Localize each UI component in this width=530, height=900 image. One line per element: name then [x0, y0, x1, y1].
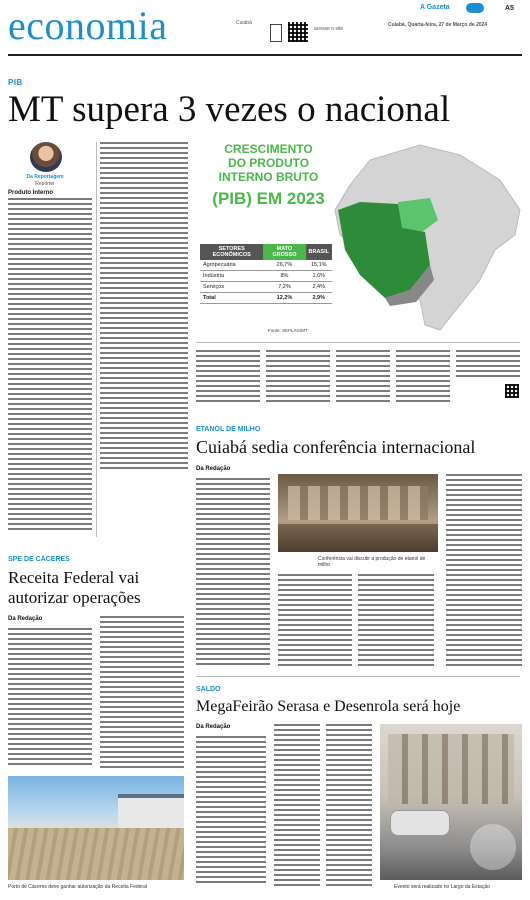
brand-logo: A Gazeta	[420, 4, 450, 11]
left-headline-line-2: autorizar operações	[8, 588, 141, 607]
lead-headline: MT supera 3 vezes o nacional	[8, 89, 451, 130]
bottom-headline: MegaFeirão Serasa e Desenrola será hoje	[196, 698, 461, 715]
section-title: economia	[8, 3, 168, 48]
pib-table	[200, 244, 332, 304]
bottom-column-3	[326, 724, 372, 886]
left-headline	[8, 568, 141, 608]
author-photo	[30, 142, 62, 172]
author-role: Repórter	[35, 181, 55, 187]
left-headline-line-1: Receita Federal vai	[8, 568, 140, 587]
bottom-kicker: SALDO	[196, 686, 221, 693]
second-headline: Cuiabá sedia conferência internacional	[196, 437, 476, 457]
table-cell: 2,4%	[306, 282, 333, 293]
bottom-photo	[380, 724, 522, 880]
second-photo	[278, 474, 438, 552]
info-text-col-3	[336, 350, 390, 402]
table-cell: Agropecuária	[200, 260, 263, 271]
left-column-1	[8, 628, 92, 768]
second-kicker: ETANOL DE MILHO	[196, 426, 261, 433]
table-cell: 12,2%	[263, 293, 305, 304]
second-column-4	[446, 474, 522, 666]
left-column-2	[100, 616, 184, 768]
qr-code[interactable]	[288, 22, 308, 42]
info-title-line-2: DO PRODUTO	[227, 156, 310, 170]
bottom-column-1	[196, 736, 266, 886]
info-subtitle: (PIB) EM 2023	[212, 189, 325, 208]
table-header-sector: SETORES ECONÔMICOS	[200, 244, 263, 260]
table-cell: Indústria	[200, 271, 263, 282]
left-photo	[8, 776, 184, 880]
table-header-brasil: BRASIL	[306, 244, 333, 260]
lead-first-words: Produto Interno	[8, 190, 53, 196]
header-tiny-label: Cuiabá	[236, 20, 252, 26]
bottom-rule	[196, 676, 520, 677]
lead-column-2	[100, 142, 188, 472]
author-name: Da Reportagem	[26, 174, 64, 180]
table-row	[200, 260, 332, 271]
second-column-1	[196, 478, 270, 668]
table-cell: 15,1%	[306, 260, 333, 271]
brazil-map	[330, 140, 524, 335]
table-cell: 2,9%	[306, 293, 333, 304]
second-column-3	[358, 574, 434, 666]
header-rule	[8, 54, 522, 56]
infographic-title	[196, 142, 341, 210]
table-header-mt: MATO GROSSO	[263, 244, 305, 260]
info-rule	[196, 342, 520, 343]
info-text-col-1	[196, 350, 260, 402]
brand-badge-icon	[466, 3, 484, 13]
left-kicker: SPE DE CÁCERES	[8, 556, 70, 563]
page-number: A5	[505, 5, 514, 12]
watermark-icon	[470, 824, 516, 870]
left-author: Da Redação	[8, 616, 43, 622]
header-tiny-text: acesse o site	[314, 26, 344, 32]
left-caption: Porto de Cáceres deve ganhar autorização da Receita Federal	[8, 884, 147, 890]
bottom-caption: Evento será realizado no Largo da Estação	[394, 884, 490, 890]
second-caption: Conferência vai discutir a produção de etanol de milho	[318, 556, 426, 568]
second-column-2	[278, 574, 352, 666]
info-title-line-3: INTERNO BRUTO	[218, 170, 319, 184]
table-cell: 1,6%	[306, 271, 333, 282]
car-shape	[390, 810, 450, 836]
table-cell: 8%	[263, 271, 305, 282]
phone-icon	[270, 24, 282, 42]
table-source: Fonte: SEPLAG/MT	[268, 328, 308, 333]
table-row	[200, 271, 332, 282]
table-cell: 26,7%	[263, 260, 305, 271]
table-row	[200, 282, 332, 293]
second-author: Da Redação	[196, 466, 231, 472]
column-rule	[96, 142, 97, 537]
info-text-col-2	[266, 350, 330, 402]
table-row	[200, 293, 332, 304]
date-line: Cuiabá, Quarta-feira, 27 de Março de 2024	[388, 22, 488, 28]
lead-kicker: PIB	[8, 78, 23, 87]
bottom-column-2	[274, 724, 320, 886]
table-cell: Total	[200, 293, 263, 304]
info-text-col-4	[396, 350, 450, 402]
info-text-col-5	[456, 350, 520, 380]
info-qr-code[interactable]	[505, 384, 519, 398]
table-cell: 7,2%	[263, 282, 305, 293]
info-title-line-1: CRESCIMENTO	[224, 142, 313, 156]
lead-column-1	[8, 198, 92, 533]
bottom-author: Da Redação	[196, 724, 231, 730]
table-cell: Serviços	[200, 282, 263, 293]
